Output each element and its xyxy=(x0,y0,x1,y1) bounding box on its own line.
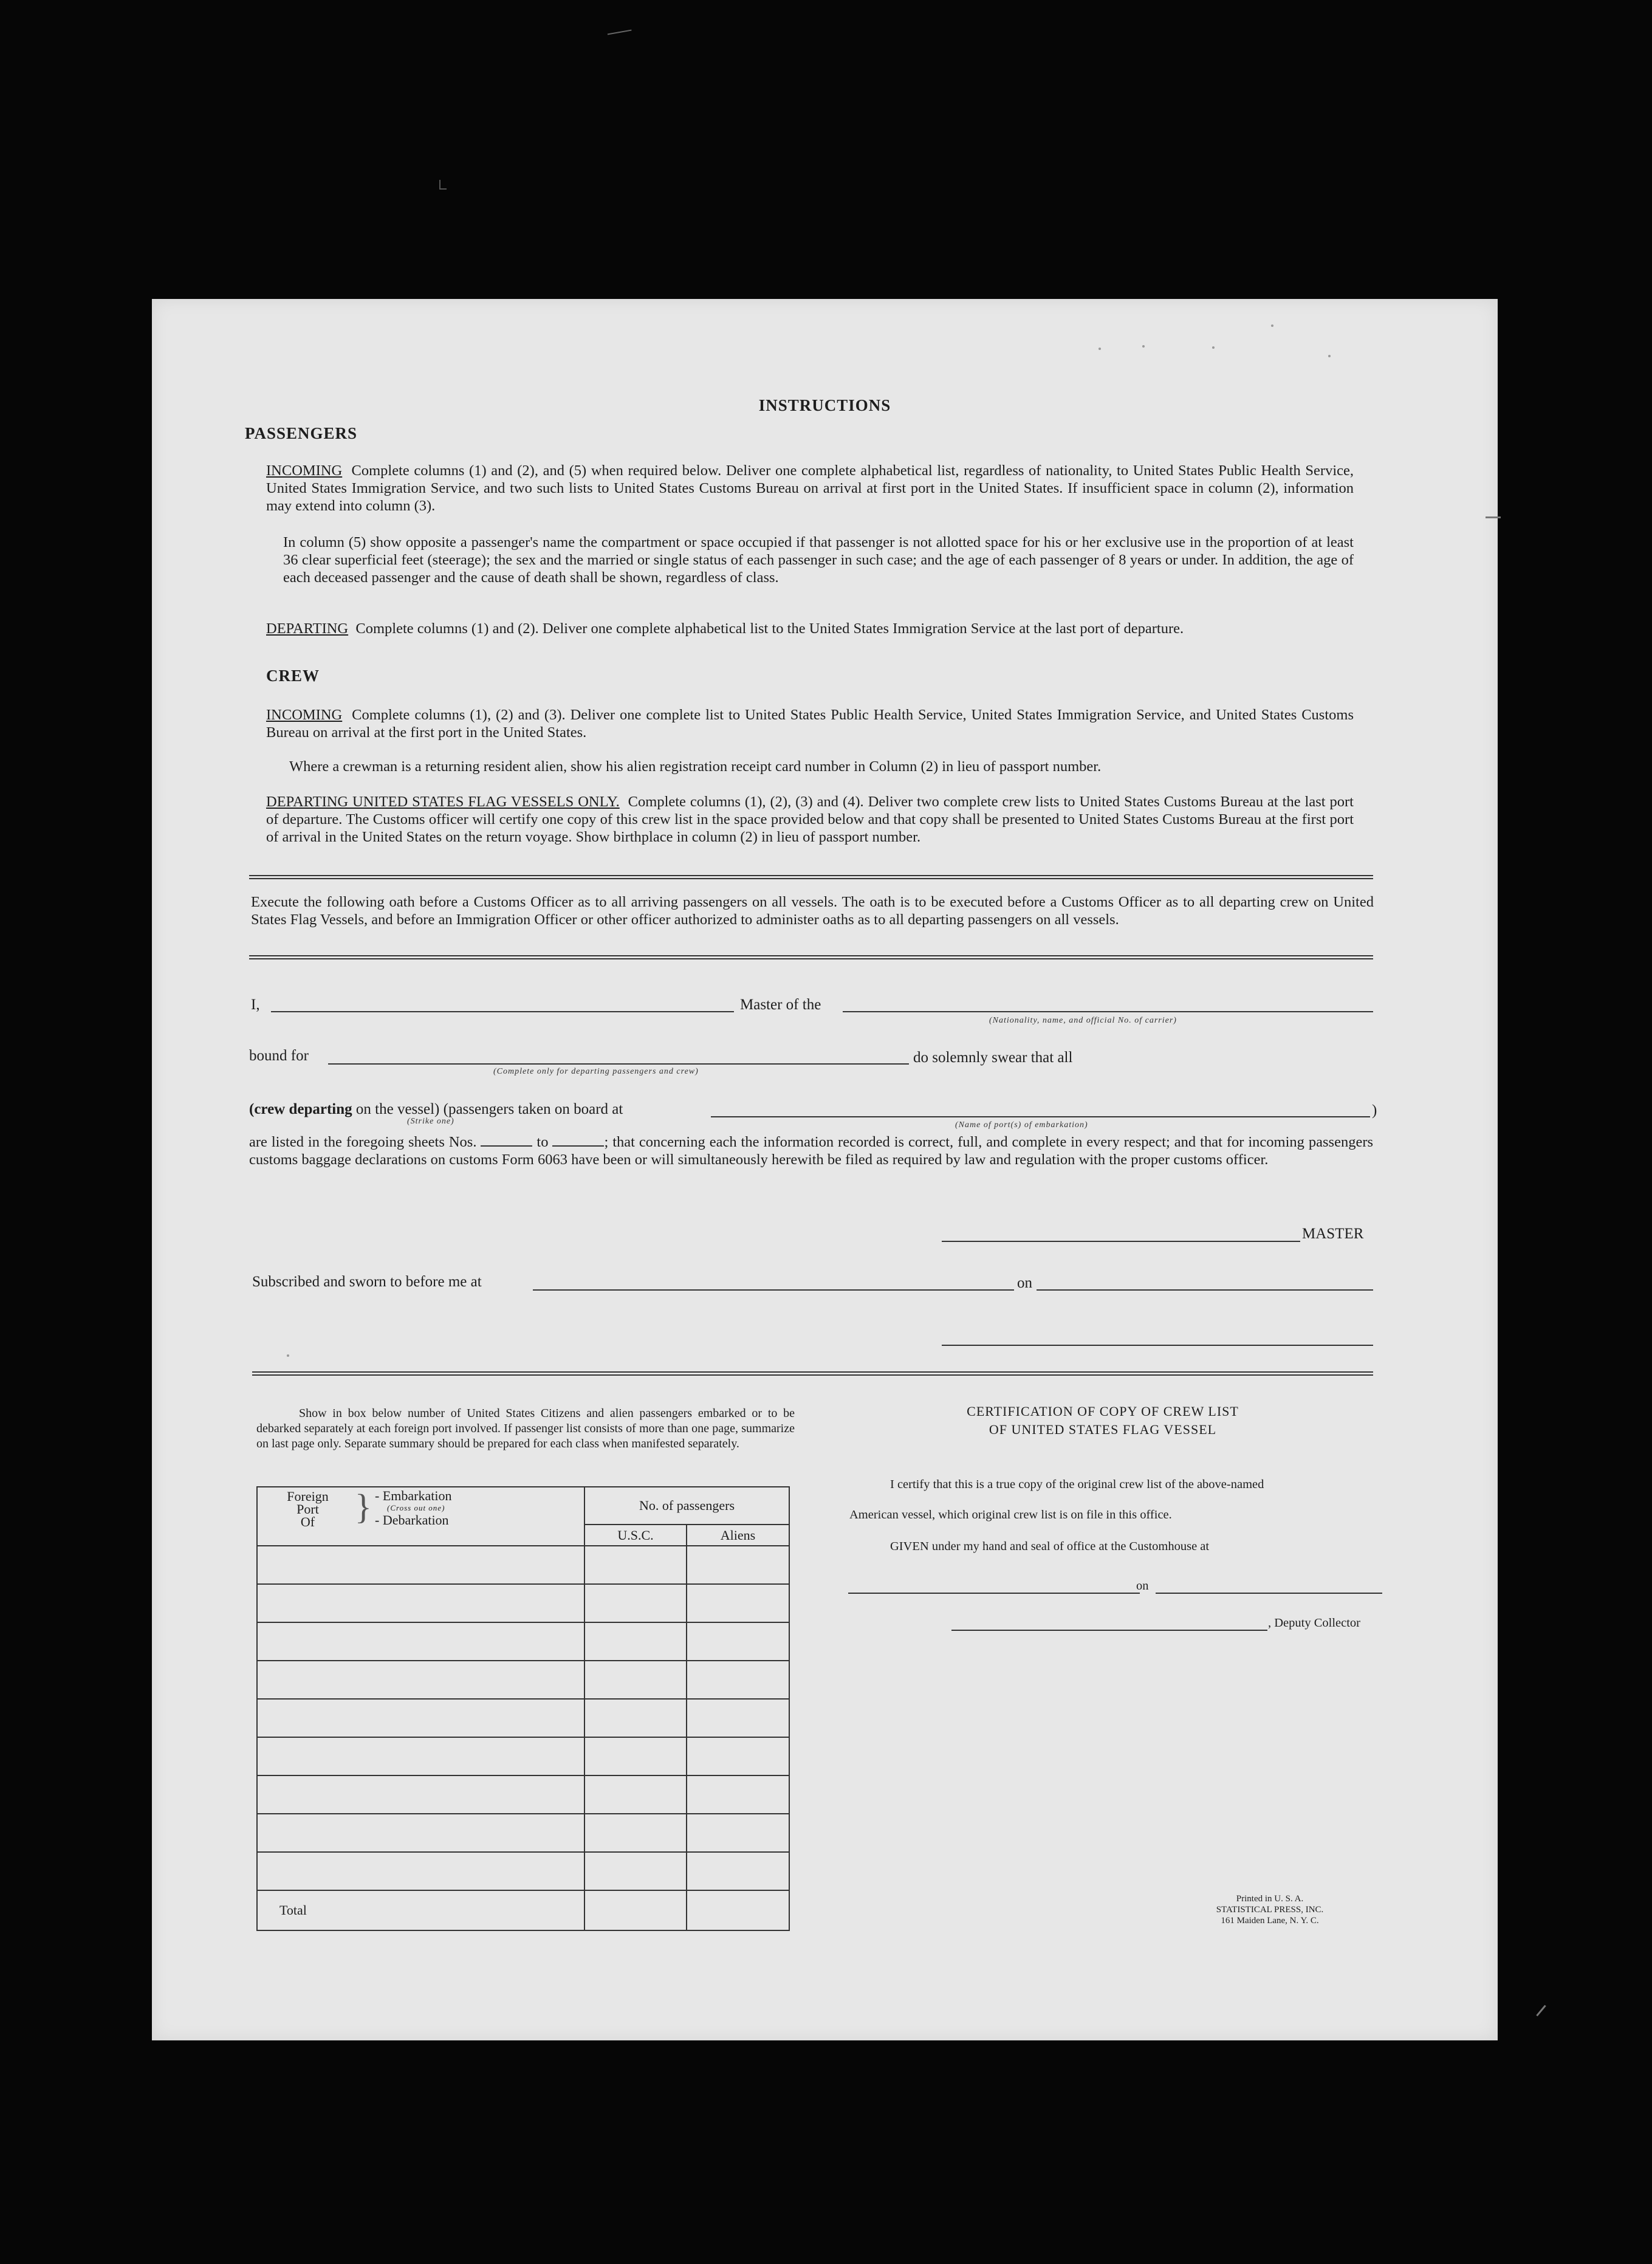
scan-speck xyxy=(1271,324,1273,327)
oath-name-field[interactable] xyxy=(271,1011,734,1012)
port-cell[interactable] xyxy=(257,1584,584,1622)
no-of-passengers-header: No. of passengers xyxy=(584,1487,789,1525)
usc-cell[interactable] xyxy=(584,1737,687,1775)
total-label: Total xyxy=(257,1890,584,1930)
aliens-header: Aliens xyxy=(687,1525,789,1546)
passengers-taken-label: (passengers taken on board at xyxy=(443,1101,623,1117)
scan-mark xyxy=(1486,516,1501,518)
usc-cell[interactable] xyxy=(584,1622,687,1661)
master-of-the-label: Master of the xyxy=(740,997,821,1013)
crew-heading: CREW xyxy=(266,667,320,685)
passengers-departing-label: DEPARTING xyxy=(266,620,349,637)
crewman-paragraph: Where a crewman is a returning resident alien, show his alien registration receipt card number in Column (2) in lieu of passport number. xyxy=(289,758,1102,775)
crew-departing-paragraph xyxy=(266,793,1354,846)
aliens-cell[interactable] xyxy=(687,1622,789,1661)
aliens-cell[interactable] xyxy=(687,1775,789,1814)
passengers-incoming-text: Complete columns (1) and (2), and (5) when required below. Deliver one complete alphabetical list, regardless of nationality, to United States Public Health Service, United States Immigration Service, and two such lists to United States Customs Bureau on arrival at first port in the United States. If insufficient space in column (2), information may extend into column (3). xyxy=(266,462,1354,514)
certify-line1: I certify that this is a true copy of the original crew list of the above-named xyxy=(890,1478,1264,1491)
to-label: to xyxy=(536,1134,549,1150)
usc-cell[interactable] xyxy=(584,1814,687,1852)
divider-rule xyxy=(252,1371,1373,1376)
usc-cell[interactable] xyxy=(584,1775,687,1814)
carrier-caption: (Nationality, name, and official No. of carrier) xyxy=(989,1016,1177,1025)
solemnly-swear-label: do solemnly swear that all xyxy=(913,1049,1073,1066)
passengers-departing-paragraph xyxy=(266,620,1354,637)
master-signature-field[interactable] xyxy=(942,1241,1300,1242)
brace: } xyxy=(355,1487,372,1526)
port-header-cell xyxy=(257,1487,584,1546)
carrier-field[interactable] xyxy=(843,1011,1373,1012)
scan-mark xyxy=(439,180,447,190)
officer-signature-field[interactable] xyxy=(942,1345,1373,1346)
aliens-cell[interactable] xyxy=(687,1584,789,1622)
bound-for-caption: (Complete only for departing passengers and crew) xyxy=(493,1067,699,1076)
crew-incoming-paragraph xyxy=(266,706,1354,741)
close-paren: ) xyxy=(1372,1102,1377,1119)
of-word: Of xyxy=(300,1514,315,1529)
port-cell[interactable] xyxy=(257,1775,584,1814)
total-aliens-cell[interactable] xyxy=(687,1890,789,1930)
crew-passengers-line xyxy=(249,1101,623,1118)
subscribed-label: Subscribed and sworn to before me at xyxy=(252,1274,482,1290)
passengers-incoming-label: INCOMING xyxy=(266,462,343,479)
usc-cell[interactable] xyxy=(584,1852,687,1890)
port-cell[interactable] xyxy=(257,1622,584,1661)
divider-rule xyxy=(249,875,1373,879)
crew-incoming-label: INCOMING xyxy=(266,707,343,723)
strike-one-caption: (Strike one) xyxy=(407,1117,454,1126)
port-cell[interactable] xyxy=(257,1852,584,1890)
aliens-cell[interactable] xyxy=(687,1852,789,1890)
passenger-summary-table xyxy=(256,1486,790,1931)
port-cell[interactable] xyxy=(257,1546,584,1584)
master-label: MASTER xyxy=(1302,1226,1364,1242)
aliens-cell[interactable] xyxy=(687,1814,789,1852)
cross-out-one-note: (Cross out one) xyxy=(387,1503,445,1512)
scan-speck xyxy=(1328,355,1331,357)
aliens-cell[interactable] xyxy=(687,1699,789,1737)
given-line: GIVEN under my hand and seal of office at the Customhouse at xyxy=(890,1540,1210,1553)
ports-caption: (Name of port(s) of embarkation) xyxy=(955,1120,1088,1130)
listed-rest: ; that concerning each the information recorded is correct, full, and complete in every respect; and that for incoming passengers customs baggage declarations on customs Form 6063 have been or will simultaneously herewith be filed as required by law and regulation with the proper customs officer. xyxy=(249,1134,1374,1168)
crew-departing-text: Complete columns (1), (2), (3) and (4). Deliver two complete crew lists to United States Customs Bureau at the last port of departure. The Customs officer will certify one copy of this crew list in the space provided below and that copy shall be presented to United States Customs Bureau at the first port of arrival in the United States on the return voyage. Show birthplace in column (2) in lieu of passport number. xyxy=(266,794,1354,845)
foreign-port-of-label xyxy=(258,1490,358,1528)
deputy-signature-field[interactable] xyxy=(951,1630,1267,1631)
embarkation-ports-field[interactable] xyxy=(711,1116,1370,1117)
crew-incoming-text: Complete columns (1), (2) and (3). Deliver one complete list to United States Public Health Service, United States Immigration Service, and United States Customs Bureau on arrival at the first port in the United States. xyxy=(266,707,1354,741)
port-cell[interactable] xyxy=(257,1699,584,1737)
scan-mark xyxy=(1536,2005,1546,2017)
passengers-heading: PASSENGERS xyxy=(245,424,358,442)
sworn-date-field[interactable] xyxy=(1037,1289,1373,1291)
customhouse-field[interactable] xyxy=(848,1593,1140,1594)
total-usc-cell[interactable] xyxy=(584,1890,687,1930)
embarkation-option[interactable]: - Embarkation xyxy=(375,1488,452,1503)
foreign-word: Foreign xyxy=(287,1489,329,1504)
cert-date-field[interactable] xyxy=(1156,1593,1382,1594)
column5-paragraph: In column (5) show opposite a passenger's name the compartment or space occupied if that passenger is not allotted space for his or her exclusive use in the proportion of at least 36 clear superficial feet (steerage); the sex and the married or single status of each passenger in such case; and the age of each passenger of 8 years or under. In addition, the age of each deceased passenger and the cause of death shall be shown, regardless of class. xyxy=(283,534,1354,586)
aliens-cell[interactable] xyxy=(687,1661,789,1699)
usc-cell[interactable] xyxy=(584,1699,687,1737)
aliens-cell[interactable] xyxy=(687,1546,789,1584)
scan-speck xyxy=(1098,348,1101,350)
sworn-place-field[interactable] xyxy=(533,1289,1014,1291)
passengers-incoming-paragraph xyxy=(266,462,1354,515)
port-cell[interactable] xyxy=(257,1814,584,1852)
printer-line2: STATISTICAL PRESS, INC. xyxy=(1216,1905,1324,1915)
port-cell[interactable] xyxy=(257,1737,584,1775)
printer-imprint xyxy=(1185,1893,1355,1926)
bound-for-field[interactable] xyxy=(328,1063,909,1065)
scan-speck xyxy=(1142,345,1145,348)
usc-cell[interactable] xyxy=(584,1584,687,1622)
sworn-on-label: on xyxy=(1017,1275,1032,1291)
usc-cell[interactable] xyxy=(584,1546,687,1584)
printer-line3: 161 Maiden Lane, N. Y. C. xyxy=(1221,1916,1319,1926)
embark-debark-label xyxy=(375,1490,451,1526)
certification-title-line1: CERTIFICATION OF COPY OF CREW LIST xyxy=(967,1404,1239,1419)
scan-speck xyxy=(1212,346,1215,349)
oath-i-label: I, xyxy=(251,997,260,1013)
form-page xyxy=(152,299,1498,2040)
crew-departing-label: (crew departing xyxy=(249,1101,352,1117)
on-the-vessel-label: on the vessel) xyxy=(355,1101,440,1117)
instructions-title: INSTRUCTIONS xyxy=(758,396,891,414)
summary-instructions: Show in box below number of United States Citizens and alien passengers embarked or to be debarked separately at each foreign port involved. If passenger list consists of more than one page, summarize on last page only. Separate summary should be prepared for each class when manifested separately. xyxy=(256,1407,795,1450)
crew-departing-label: DEPARTING UNITED STATES FLAG VESSELS ONLY. xyxy=(266,794,620,810)
port-word: Port xyxy=(296,1501,319,1517)
listed-paragraph xyxy=(249,1133,1373,1168)
certify-line2: American vessel, which original crew list is on file in this office. xyxy=(849,1508,1172,1521)
scan-mark xyxy=(608,30,632,38)
sheet-from-field[interactable] xyxy=(481,1133,532,1147)
scan-speck xyxy=(287,1354,289,1357)
sheet-to-field[interactable] xyxy=(552,1133,604,1147)
passengers-departing-text: Complete columns (1) and (2). Deliver one complete alphabetical list to the United States Immigration Service at the last port of departure. xyxy=(355,620,1184,637)
certification-title-line2: OF UNITED STATES FLAG VESSEL xyxy=(989,1422,1217,1437)
divider-rule xyxy=(249,955,1373,959)
printer-line1: Printed in U. S. A. xyxy=(1236,1894,1304,1904)
usc-header: U.S.C. xyxy=(584,1525,687,1546)
oath-intro: Execute the following oath before a Customs Officer as to all arriving passengers on all vessels. The oath is to be executed before a Customs Officer as to all departing crew on United States Flag Vessels, and before an Immigration Officer or other officer authorized to administer oaths as to all departing passengers on all vessels. xyxy=(251,894,1374,928)
listed-prefix: are listed in the foregoing sheets Nos. xyxy=(249,1134,477,1150)
deputy-collector-label: , Deputy Collector xyxy=(1268,1616,1361,1630)
bound-for-label: bound for xyxy=(249,1048,309,1064)
aliens-cell[interactable] xyxy=(687,1737,789,1775)
usc-cell[interactable] xyxy=(584,1661,687,1699)
debarkation-option[interactable]: - Debarkation xyxy=(375,1512,449,1528)
cert-on-label: on xyxy=(1136,1579,1149,1593)
port-cell[interactable] xyxy=(257,1661,584,1699)
